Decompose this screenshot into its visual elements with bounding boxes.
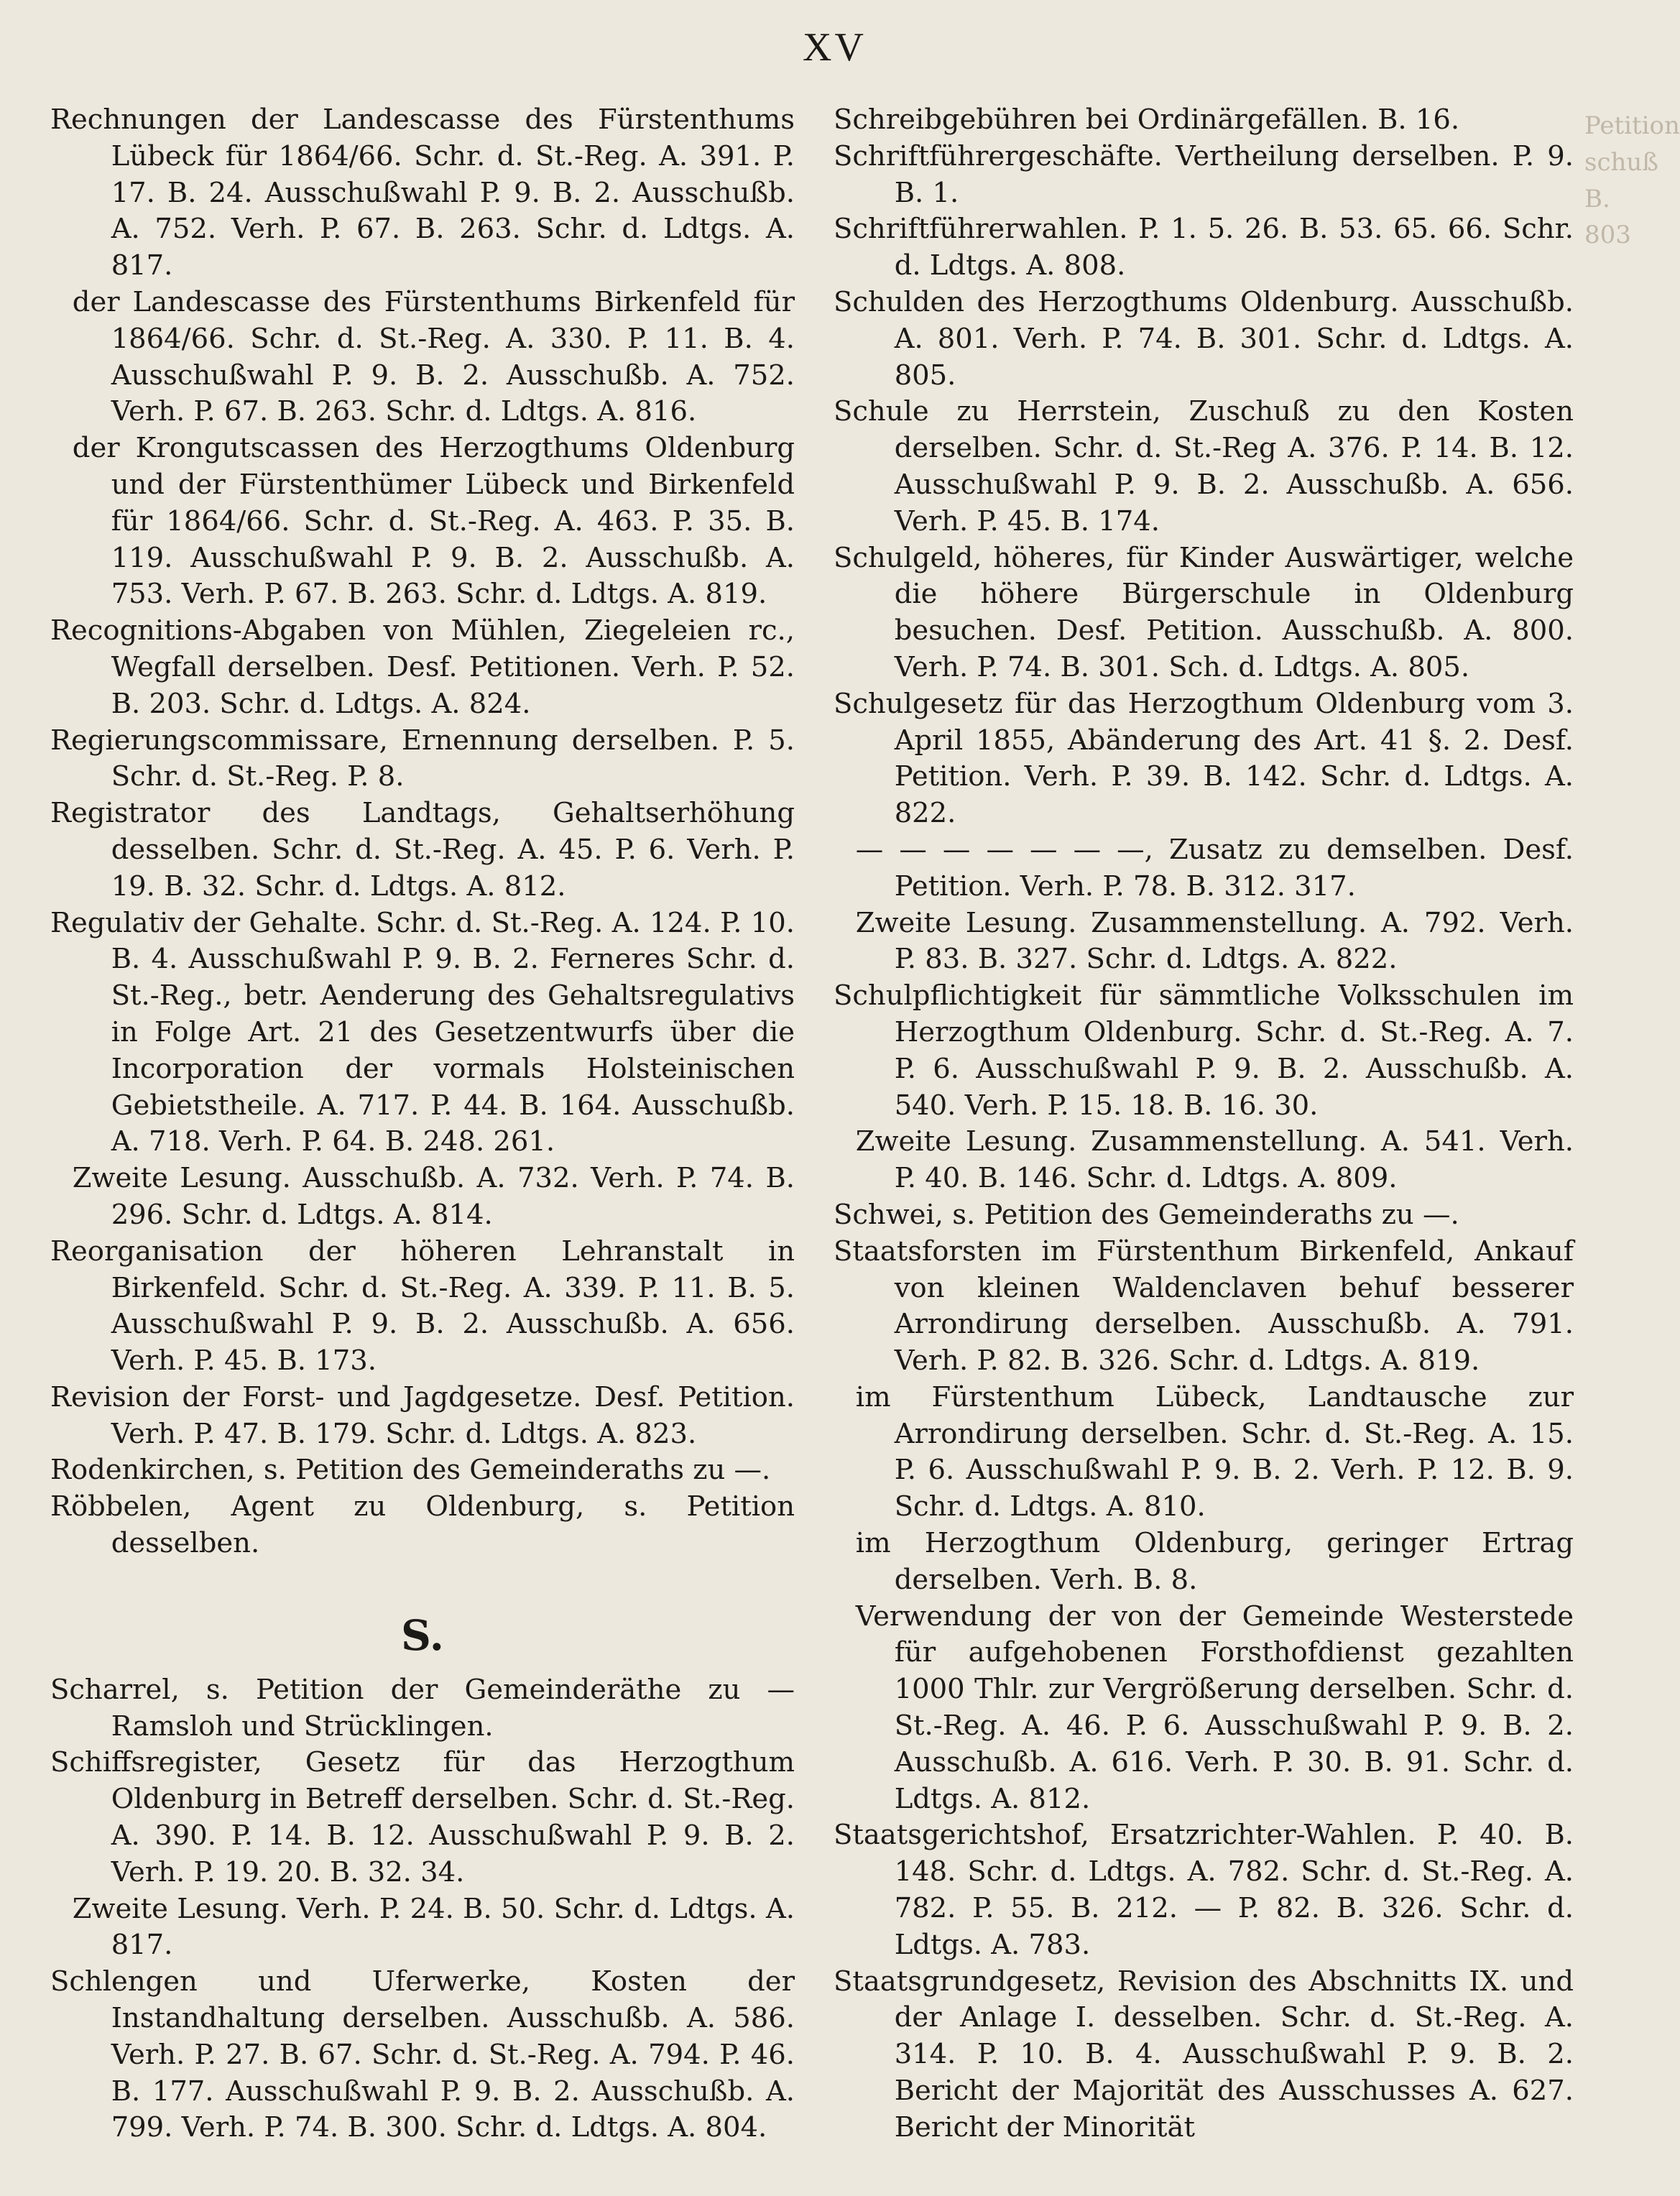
index-subentry [50,285,795,430]
spacer [50,1562,795,1599]
index-subentry-text: der Landescasse des Fürstenthums Birkenfeld für 1864/66. Schr. d. St.-Reg. A. 330. P. 11. B. 4. Ausschußwahl P. 9. B. 2. Ausschußb. A. 752. Verh. P. 67. B. 263. Schr. d. Ldtgs. A. 816. [72,285,795,428]
index-entry: Staatsgerichtshof, Ersatzrichter-Wahlen. P. 40. B. 148. Schr. d. Ldtgs. A. 782. Schr. d. St.-Reg. A. 782. P. 55. B. 212. — P. 82. B. 326. Schr. d. Ldtgs. A. 783. [834,1819,1574,1961]
index-subentry-text: — — — — — — —, Zusatz zu demselben. Desf. Petition. Verh. P. 78. B. 312. 317. [855,833,1574,903]
index-subentry [834,832,1574,905]
index-subentry-text: Zweite Lesung. Verh. P. 24. B. 50. Schr. d. Ldtgs. A. 817. [72,1892,795,1962]
index-subentry-text: Zweite Lesung. Zusammenstellung. A. 541. Verh. P. 40. B. 146. Schr. d. Ldtgs. A. 809. [855,1125,1574,1195]
bleed-line: Petition [1584,111,1680,140]
index-subentry [50,1161,795,1234]
index-column-right [834,102,1574,2146]
index-entry: Regulativ der Gehalte. Schr. d. St.-Reg. A. 124. P. 10. B. 4. Ausschußwahl P. 9. B. 2. Ferneres Schr. d. St.-Reg., betr. Aenderung des Gehaltsregulativs in Folge Art. 21 des Gesetzentwurfs über die Incorporation der vormals Holsteinischen Gebietstheile. A. 717. P. 44. B. 164. Ausschußb. A. 718. Verh. P. 64. B. 248. 261. [50,906,795,1158]
bleed-line: schuß [1584,147,1658,177]
index-entry: Schulgeld, höheres, für Kinder Auswärtiger, welche die höhere Bürgerschule in Oldenburg besuchen. Desf. Petition. Ausschußb. A. 800. Verh. P. 74. B. 301. Sch. d. Ldtgs. A. 805. [834,541,1574,683]
bleed-line: 803 [1584,221,1631,250]
index-entry: Scharrel, s. Petition der Gemeinderäthe zu — Ramsloh und Strücklingen. [50,1673,795,1743]
index-subentry [50,1891,795,1965]
index-column-left [50,102,795,2146]
index-entry: Schreibgebühren bei Ordinärgefällen. B. 16. [834,103,1460,136]
index-entry: Registrator des Landtags, Gehaltserhöhung desselben. Schr. d. St.-Reg. A. 45. P. 6. Verh. P. 19. B. 32. Schr. d. Ldtgs. A. 812. [50,797,795,903]
section-heading: S. [400,1610,444,1660]
index-subentry-text: Zweite Lesung. Ausschußb. A. 732. Verh. P. 74. B. 296. Schr. d. Ldtgs. A. 814. [72,1162,795,1231]
index-subentry-text: im Herzogthum Oldenburg, geringer Ertrag derselben. Verh. B. 8. [855,1527,1574,1596]
index-subentry [834,1599,1574,1818]
index-entry: Rechnungen der Landescasse des Fürstenthums Lübeck für 1864/66. Schr. d. St.-Reg. A. 391. P. 17. B. 24. Ausschußwahl P. 9. B. 2. Ausschußb. A. 752. Verh. P. 67. B. 263. Schr. d. Ldtgs. A. 817. [50,103,795,282]
index-entry: Schulden des Herzogthums Oldenburg. Ausschußb. A. 801. Verh. P. 74. B. 301. Schr. d. Ldtgs. A. 805. [834,285,1574,392]
index-entry: Schlengen und Uferwerke, Kosten der Instandhaltung derselben. Ausschußb. A. 586. Verh. P. 27. B. 67. Schr. d. St.-Reg. A. 794. P. 46. B. 177. Ausschußwahl P. 9. B. 2. Ausschußb. A. 799. Verh. P. 74. B. 300. Schr. d. Ldtgs. A. 804. [50,1965,795,2144]
index-entry: Staatsgrundgesetz, Revision des Abschnitts IX. und der Anlage I. desselben. Schr. d. St.-Reg. A. 314. P. 10. B. 4. Ausschußwahl P. 9. B. 2. Bericht der Majorität des Ausschusses A. 627. Bericht der Minorität [834,1965,1574,2144]
page-number: XV [803,25,867,70]
index-subentry-text: Zweite Lesung. Zusammenstellung. A. 792. Verh. P. 83. B. 327. Schr. d. Ldtgs. A. 822. [855,906,1574,976]
index-entry: Schiffsregister, Gesetz für das Herzogthum Oldenburg in Betreff derselben. Schr. d. St.-Reg. A. 390. P. 14. B. 12. Ausschußwahl P. 9. B. 2. Verh. P. 19. 20. B. 32. 34. [50,1746,795,1888]
index-subentry-text: im Fürstenthum Lübeck, Landtausche zur Arrondirung derselben. Schr. d. St.-Reg. A. 15. P. 6. Ausschußwahl P. 9. B. 2. Verh. P. 12. B. 9. Schr. d. Ldtgs. A. 810. [855,1380,1574,1523]
index-subentry-text: Verwendung der von der Gemeinde Westerstede für aufgehobenen Forsthofdienst gezahlten 1000 Thlr. zur Vergrößerung derselben. Schr. d. St.-Reg. A. 46. P. 6. Ausschußwahl P. 9. B. 2. Ausschußb. A. 616. Verh. P. 30. B. 91. Schr. d. Ldtgs. A. 812. [855,1600,1574,1815]
index-entry: Schriftführergeschäfte. Vertheilung derselben. P. 9. B. 1. [834,139,1574,209]
index-subentry [834,1526,1574,1599]
index-entry: Schule zu Herrstein, Zuschuß zu den Kosten derselben. Schr. d. St.-Reg A. 376. P. 14. B. 12. Ausschußwahl P. 9. B. 2. Ausschußb. A. 656. Verh. P. 45. B. 174. [834,395,1574,538]
index-entry: Revision der Forst- und Jagdgesetze. Desf. Petition. Verh. P. 47. B. 179. Schr. d. Ldtgs. A. 823. [50,1380,795,1450]
index-entry: Rodenkirchen, s. Petition des Gemeinderaths zu —. [50,1454,771,1487]
index-entry: Recognitions-Abgaben von Mühlen, Ziegeleien rc., Wegfall derselben. Desf. Petitionen. Verh. P. 52. B. 203. Schr. d. Ldtgs. A. 824. [50,614,795,720]
index-subentry [50,430,795,613]
index-subentry [834,1124,1574,1197]
index-subentry [834,905,1574,979]
index-entry: Regierungscommissare, Ernennung derselben. P. 5. Schr. d. St.-Reg. P. 8. [50,724,795,793]
index-subentry-text: der Krongutscassen des Herzogthums Oldenburg und der Fürstenthümer Lübeck und Birkenfeld für 1864/66. Schr. d. St.-Reg. A. 463. P. 35. B. 119. Ausschußwahl P. 9. B. 2. Ausschußb. A. 753. Verh. P. 67. B. 263. Schr. d. Ldtgs. A. 819. [72,432,795,611]
index-subentry [834,1380,1574,1526]
index-entry: Schwei, s. Petition des Gemeinderaths zu —. [834,1198,1459,1231]
index-entry: Schulpflichtigkeit für sämmtliche Volksschulen im Herzogthum Oldenburg. Schr. d. St.-Reg. A. 7. P. 6. Ausschußwahl P. 9. B. 2. Ausschußb. A. 540. Verh. P. 15. 18. B. 16. 30. [834,979,1574,1122]
index-entry: Reorganisation der höheren Lehranstalt in Birkenfeld. Schr. d. St.-Reg. A. 339. P. 11. B. 5. Ausschußwahl P. 9. B. 2. Ausschußb. A. 656. Verh. P. 45. B. 173. [50,1235,795,1378]
index-entry: Röbbelen, Agent zu Oldenburg, s. Petition desselben. [50,1490,795,1560]
index-entry: Staatsforsten im Fürstenthum Birkenfeld, Ankauf von kleinen Waldenclaven behuf besserer Arrondirung derselben. Ausschußb. A. 791. Verh. P. 82. B. 326. Schr. d. Ldtgs. A. 819. [834,1235,1574,1378]
bleed-through-text [1584,108,1680,254]
index-entry: Schriftführerwahlen. P. 1. 5. 26. B. 53. 65. 66. Schr. d. Ldtgs. A. 808. [834,213,1574,282]
bleed-line: B. [1584,184,1610,213]
index-entry: Schulgesetz für das Herzogthum Oldenburg vom 3. April 1855, Abänderung des Art. 41 §. 2. Desf. Petition. Verh. P. 39. B. 142. Schr. d. Ldtgs. A. 822. [834,687,1574,830]
